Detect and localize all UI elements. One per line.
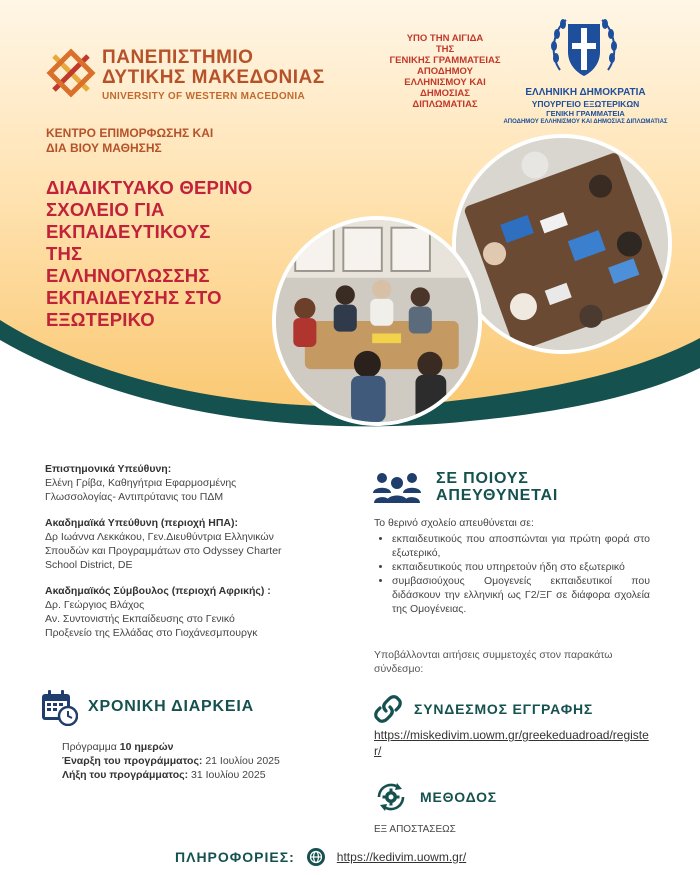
ministry-line2: ΥΠΟΥΡΓΕΙΟ ΕΞΩΤΕΡΙΚΩΝ <box>531 99 640 109</box>
meeting-room-illustration <box>276 220 478 422</box>
staff-block <box>45 462 305 504</box>
duration-details <box>62 740 280 782</box>
footer-label: ΠΛΗΡΟΦΟΡΙΕΣ: <box>175 849 295 865</box>
end-date: 31 Ιουλίου 2025 <box>191 769 266 781</box>
staff-line: Δρ Ιωάννα Λεκκάκου, Γεν.Διευθύντρια Ελληνικών <box>45 531 274 543</box>
university-name-line2: ΔΥΤΙΚΗΣ ΜΑΚΕΔΟΝΙΑΣ <box>102 67 325 88</box>
footer-link[interactable]: https://kedivim.uowm.gr/ <box>336 850 467 864</box>
audience-item: • εκπαιδευτικούς που υπηρετούν ήδη στο εξωτερικό <box>392 560 650 574</box>
audience-item: • συμβασιούχους Ομογενείς εκπαιδευτικοί που διδάσκουν την ελληνική ως Γ2/ΞΓ σε διάφορα σχολεία της Ομογένειας. <box>392 574 650 616</box>
aegis-line: ΑΠΟΔΗΜΟΥ <box>417 66 473 77</box>
program-days: 10 ημερών <box>119 741 174 753</box>
audience-item: • εκπαιδευτικούς που αποσπώνται για πρώτη φορά στο εξωτερικό, <box>392 532 650 560</box>
title-line: ΔΙΑΔΙΚΤΥΑΚΟ ΘΕΡΙΝΟ <box>46 177 253 198</box>
meeting-photo-room <box>272 216 482 426</box>
audience-title-line1: ΣΕ ΠΟΙΟΥΣ <box>436 470 529 487</box>
main-title <box>46 177 296 331</box>
title-line: ΕΞΩΤΕΡΙΚΟ <box>46 309 155 330</box>
method-title: ΜΕΘΟΔΟΣ <box>420 789 497 805</box>
aegis-line: ΕΛΛΗΝΙΣΜΟΥ ΚΑΙ <box>404 77 486 88</box>
program-length <box>62 740 280 754</box>
staff-heading: Ακαδημαϊκός Σύμβουλος (περιοχή Αφρικής) : <box>45 585 271 597</box>
audience-list <box>374 532 650 616</box>
gear-cycle-icon <box>374 780 408 814</box>
staff-section <box>45 462 305 652</box>
university-name-en: UNIVERSITY OF WESTERN MACEDONIA <box>102 91 306 102</box>
university-name <box>102 48 325 104</box>
duration-heading <box>40 688 254 726</box>
staff-line: Σπουδών και Προγραμμάτων στο Odyssey Charter <box>45 545 282 557</box>
start-date: 21 Ιουλίου 2025 <box>205 755 280 767</box>
audience-heading <box>372 469 558 505</box>
meeting-photo-overhead <box>452 134 672 354</box>
ministry-line3: ΓΕΝΙΚΗ ΓΡΑΜΜΑΤΕΙΑ <box>546 109 625 118</box>
people-group-icon <box>372 469 422 505</box>
program-prefix: Πρόγραμμα <box>62 741 117 753</box>
method-heading <box>374 780 497 814</box>
title-line: ΤΗΣ <box>46 243 83 264</box>
staff-line: Αν. Συντονιστής Εκπαίδευσης στο Γενικό <box>45 613 235 625</box>
ministry-line1: ΕΛΛΗΝΙΚΗ ΔΗΜΟΚΡΑΤΙΑ <box>525 87 646 98</box>
staff-line: Προξενείο της Ελλάδας στο Γιοχάνεσμπουργκ <box>45 627 258 639</box>
title-line: ΕΛΛΗΝΟΓΛΩΣΣΗΣ <box>46 265 210 286</box>
uowm-logo-icon <box>46 48 96 98</box>
start-label: Έναρξη του προγράμματος: <box>62 755 203 767</box>
ministry-line4: ΑΠΟΔΗΜΟΥ ΕΛΛΗΝΙΣΜΟΥ ΚΑΙ ΔΗΜΟΣΙΑΣ ΔΙΠΛΩΜΑΤΙΑΣ <box>503 119 668 125</box>
center-label-line1: ΚΕΝΤΡΟ ΕΠΙΜΟΡΦΩΣΗΣ ΚΑΙ <box>46 126 214 140</box>
submit-note: Υποβάλλονται αιτήσεις συμμετοχές στον παρακάτω σύνδεσμο: <box>374 649 613 675</box>
staff-line: Ελένη Γρίβα, Καθηγήτρια Εφαρμοσμένης <box>45 477 237 489</box>
staff-line: School District, DE <box>45 559 133 571</box>
aegis-line: ΔΗΜΟΣΙΑΣ <box>420 88 470 99</box>
aegis-line: ΥΠΟ ΤΗΝ ΑΙΓΙΔΑ <box>406 33 484 44</box>
globe-icon <box>307 848 325 866</box>
method-value: ΕΞ ΑΠΟΣΤΑΣΕΩΣ <box>374 824 456 835</box>
center-label <box>46 126 213 156</box>
staff-line: Δρ. Γεώργιος Βλάχος <box>45 599 145 611</box>
meeting-overhead-illustration <box>456 138 668 350</box>
title-line: ΣΧΟΛΕΙΟ ΓΙΑ <box>46 199 165 220</box>
ministry-text <box>498 87 673 126</box>
greek-emblem-icon <box>546 10 622 86</box>
title-line: ΕΚΠΑΙΔΕΥΤΙΚΟΥΣ <box>46 221 211 242</box>
start-date-row <box>62 754 280 768</box>
registration-title: ΣΥΝΔΕΣΜΟΣ ΕΓΓΡΑΦΗΣ <box>414 701 594 717</box>
staff-heading: Ακαδημαϊκά Υπεύθυνη (περιοχή ΗΠΑ): <box>45 517 238 529</box>
aegis-line: ΓΕΝΙΚΗΣ ΓΡΑΜΜΑΤΕΙΑΣ <box>389 55 501 66</box>
end-label: Λήξη του προγράμματος: <box>62 769 189 781</box>
center-label-line2: ΔΙΑ ΒΙΟΥ ΜΑΘΗΣΗΣ <box>46 141 162 155</box>
staff-heading: Επιστημονικά Υπεύθυνη: <box>45 463 172 475</box>
staff-block <box>45 516 305 572</box>
audience-body <box>374 516 650 616</box>
audience-intro: Το θερινό σχολείο απευθύνεται σε: <box>374 517 534 529</box>
registration-link[interactable]: https://miskedivim.uowm.gr/greekeduadroad/register/ <box>374 728 649 758</box>
registration-heading <box>374 695 593 723</box>
calendar-clock-icon <box>40 688 78 726</box>
university-name-line1: ΠΑΝΕΠΙΣΤΗΜΙΟ <box>102 47 254 68</box>
aegis-line: ΔΙΠΛΩΜΑΤΙΑΣ <box>412 99 478 110</box>
title-line: ΕΚΠΑΙΔΕΥΣΗΣ ΣΤΟ <box>46 287 222 308</box>
duration-title: ΧΡΟΝΙΚΗ ΔΙΑΡΚΕΙΑ <box>88 698 254 715</box>
end-date-row <box>62 768 280 782</box>
aegis-line: ΤΗΣ <box>435 44 455 55</box>
audience-title <box>436 470 558 504</box>
audience-title-line2: ΑΠΕΥΘΥΝΕΤΑΙ <box>436 487 559 504</box>
link-icon <box>374 695 402 723</box>
staff-block <box>45 584 305 640</box>
staff-line: Γλωσσολογίας- Αντιπρύτανις του ΠΔΜ <box>45 491 224 503</box>
footer-info <box>175 848 466 866</box>
